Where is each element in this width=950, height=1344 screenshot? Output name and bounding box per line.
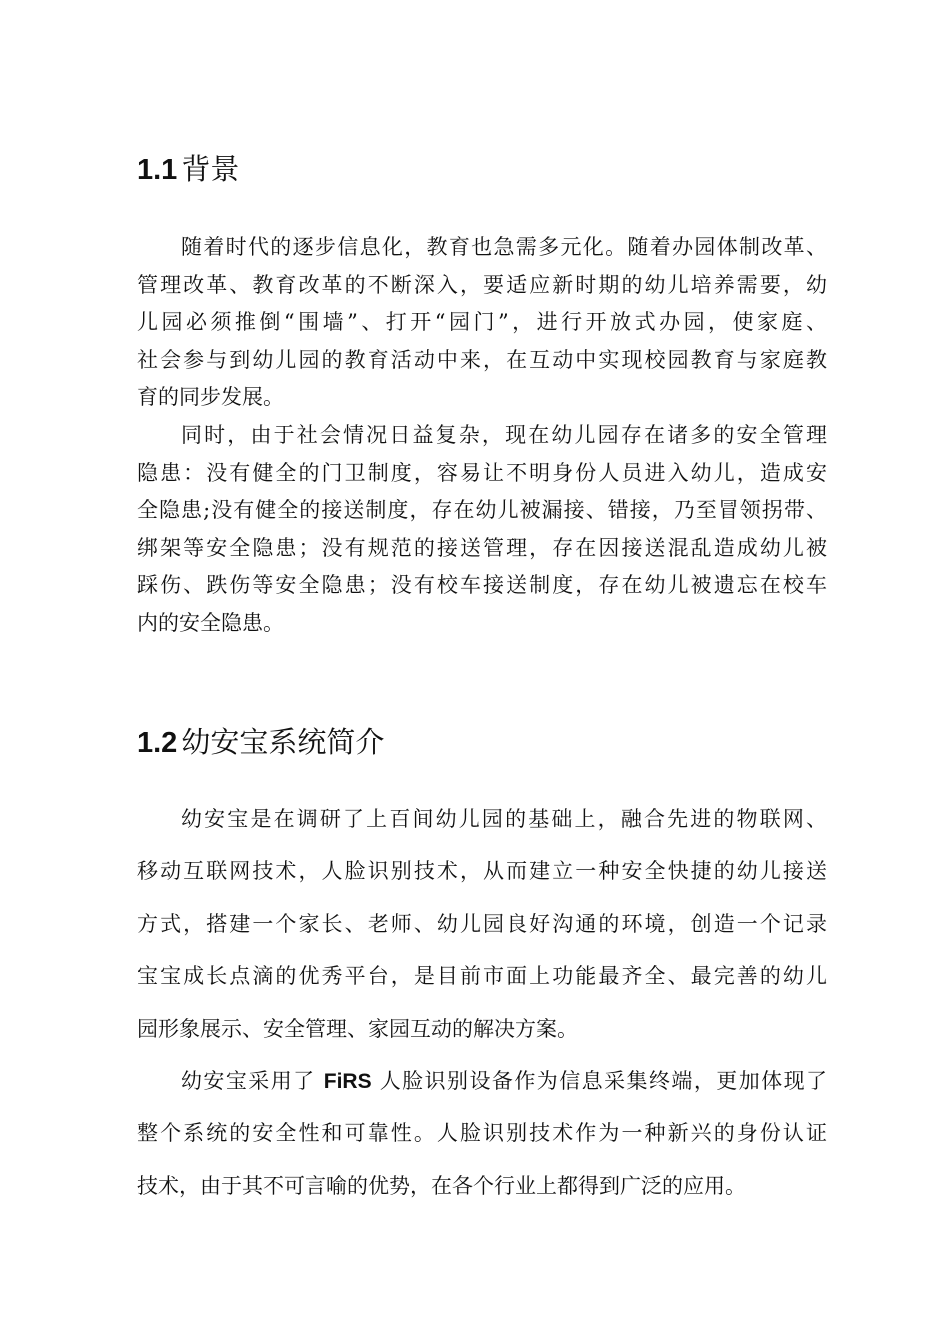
- background-section-body: [137, 229, 827, 643]
- paragraph-line: [137, 1055, 827, 1107]
- paragraph-line: 社会参与到幼儿园的教育活动中来，在互动中实现校园教育与家庭教: [137, 347, 827, 372]
- paragraph-line: 方式，搭建一个家长、老师、幼儿园良好沟通的环境，创造一个记录: [137, 911, 827, 936]
- paragraph-line: 整个系统的安全性和可靠性。人脸识别技术作为一种新兴的身份认证: [137, 1121, 827, 1146]
- paragraph-line: 园形象展示、安全管理、家园互动的解决方案。: [137, 1016, 578, 1041]
- section-title: 背景: [181, 152, 240, 186]
- paragraph-line: 内的安全隐患。: [137, 610, 284, 635]
- section-heading-system-intro: [137, 724, 384, 761]
- paragraph-line: 儿园必须推倒“围墙”、打开“园门”，进行开放式办园，使家庭、: [137, 310, 827, 335]
- section-number: 1.2: [137, 727, 178, 759]
- section-number: 1.1: [137, 154, 178, 186]
- paragraph-line: 宝宝成长点滴的优秀平台，是目前市面上功能最齐全、最完善的幼儿: [137, 964, 827, 989]
- paragraph-line: 移动互联网技术，人脸识别技术，从而建立一种安全快捷的幼儿接送: [137, 859, 827, 884]
- paragraph-line: 同时，由于社会情况日益复杂，现在幼儿园存在诸多的安全管理: [181, 422, 827, 447]
- brand-name: FiRS: [323, 1069, 372, 1093]
- paragraph-line: 幼安宝是在调研了上百间幼儿园的基础上，融合先进的物联网、: [181, 807, 827, 831]
- paragraph: [137, 417, 827, 643]
- paragraph: [137, 1055, 827, 1212]
- paragraph-line: 绑架等安全隐患；没有规范的接送管理，存在因接送混乱造成幼儿被: [137, 535, 827, 560]
- paragraph-line: 随着时代的逐步信息化，教育也急需多元化。随着办园体制改革、: [181, 235, 827, 259]
- paragraph-line: 隐患：没有健全的门卫制度，容易让不明身份人员进入幼儿，造成安: [137, 460, 827, 485]
- text-run: 幼安宝采用了: [181, 1068, 316, 1093]
- paragraph-line: 全隐患;没有健全的接送制度，存在幼儿被漏接、错接，乃至冒领拐带、: [137, 498, 827, 523]
- section-heading-background: [137, 151, 239, 188]
- paragraph-line: 踩伤、跌伤等安全隐患；没有校车接送制度，存在幼儿被遗忘在校车: [137, 573, 827, 598]
- paragraph-line: 育的同步发展。: [137, 385, 284, 410]
- system-intro-section-body: [137, 793, 827, 1212]
- paragraph: [137, 793, 827, 1055]
- section-title: 幼安宝系统简介: [181, 725, 385, 759]
- text-run: 人脸识别设备作为信息采集终端，更加体现了: [379, 1068, 828, 1093]
- paragraph-line: 管理改革、教育改革的不断深入，要适应新时期的幼儿培养需要，幼: [137, 272, 827, 297]
- paragraph-line: 技术，由于其不可言喻的优势，在各个行业上都得到广泛的应用。: [137, 1173, 746, 1198]
- paragraph: [137, 229, 827, 417]
